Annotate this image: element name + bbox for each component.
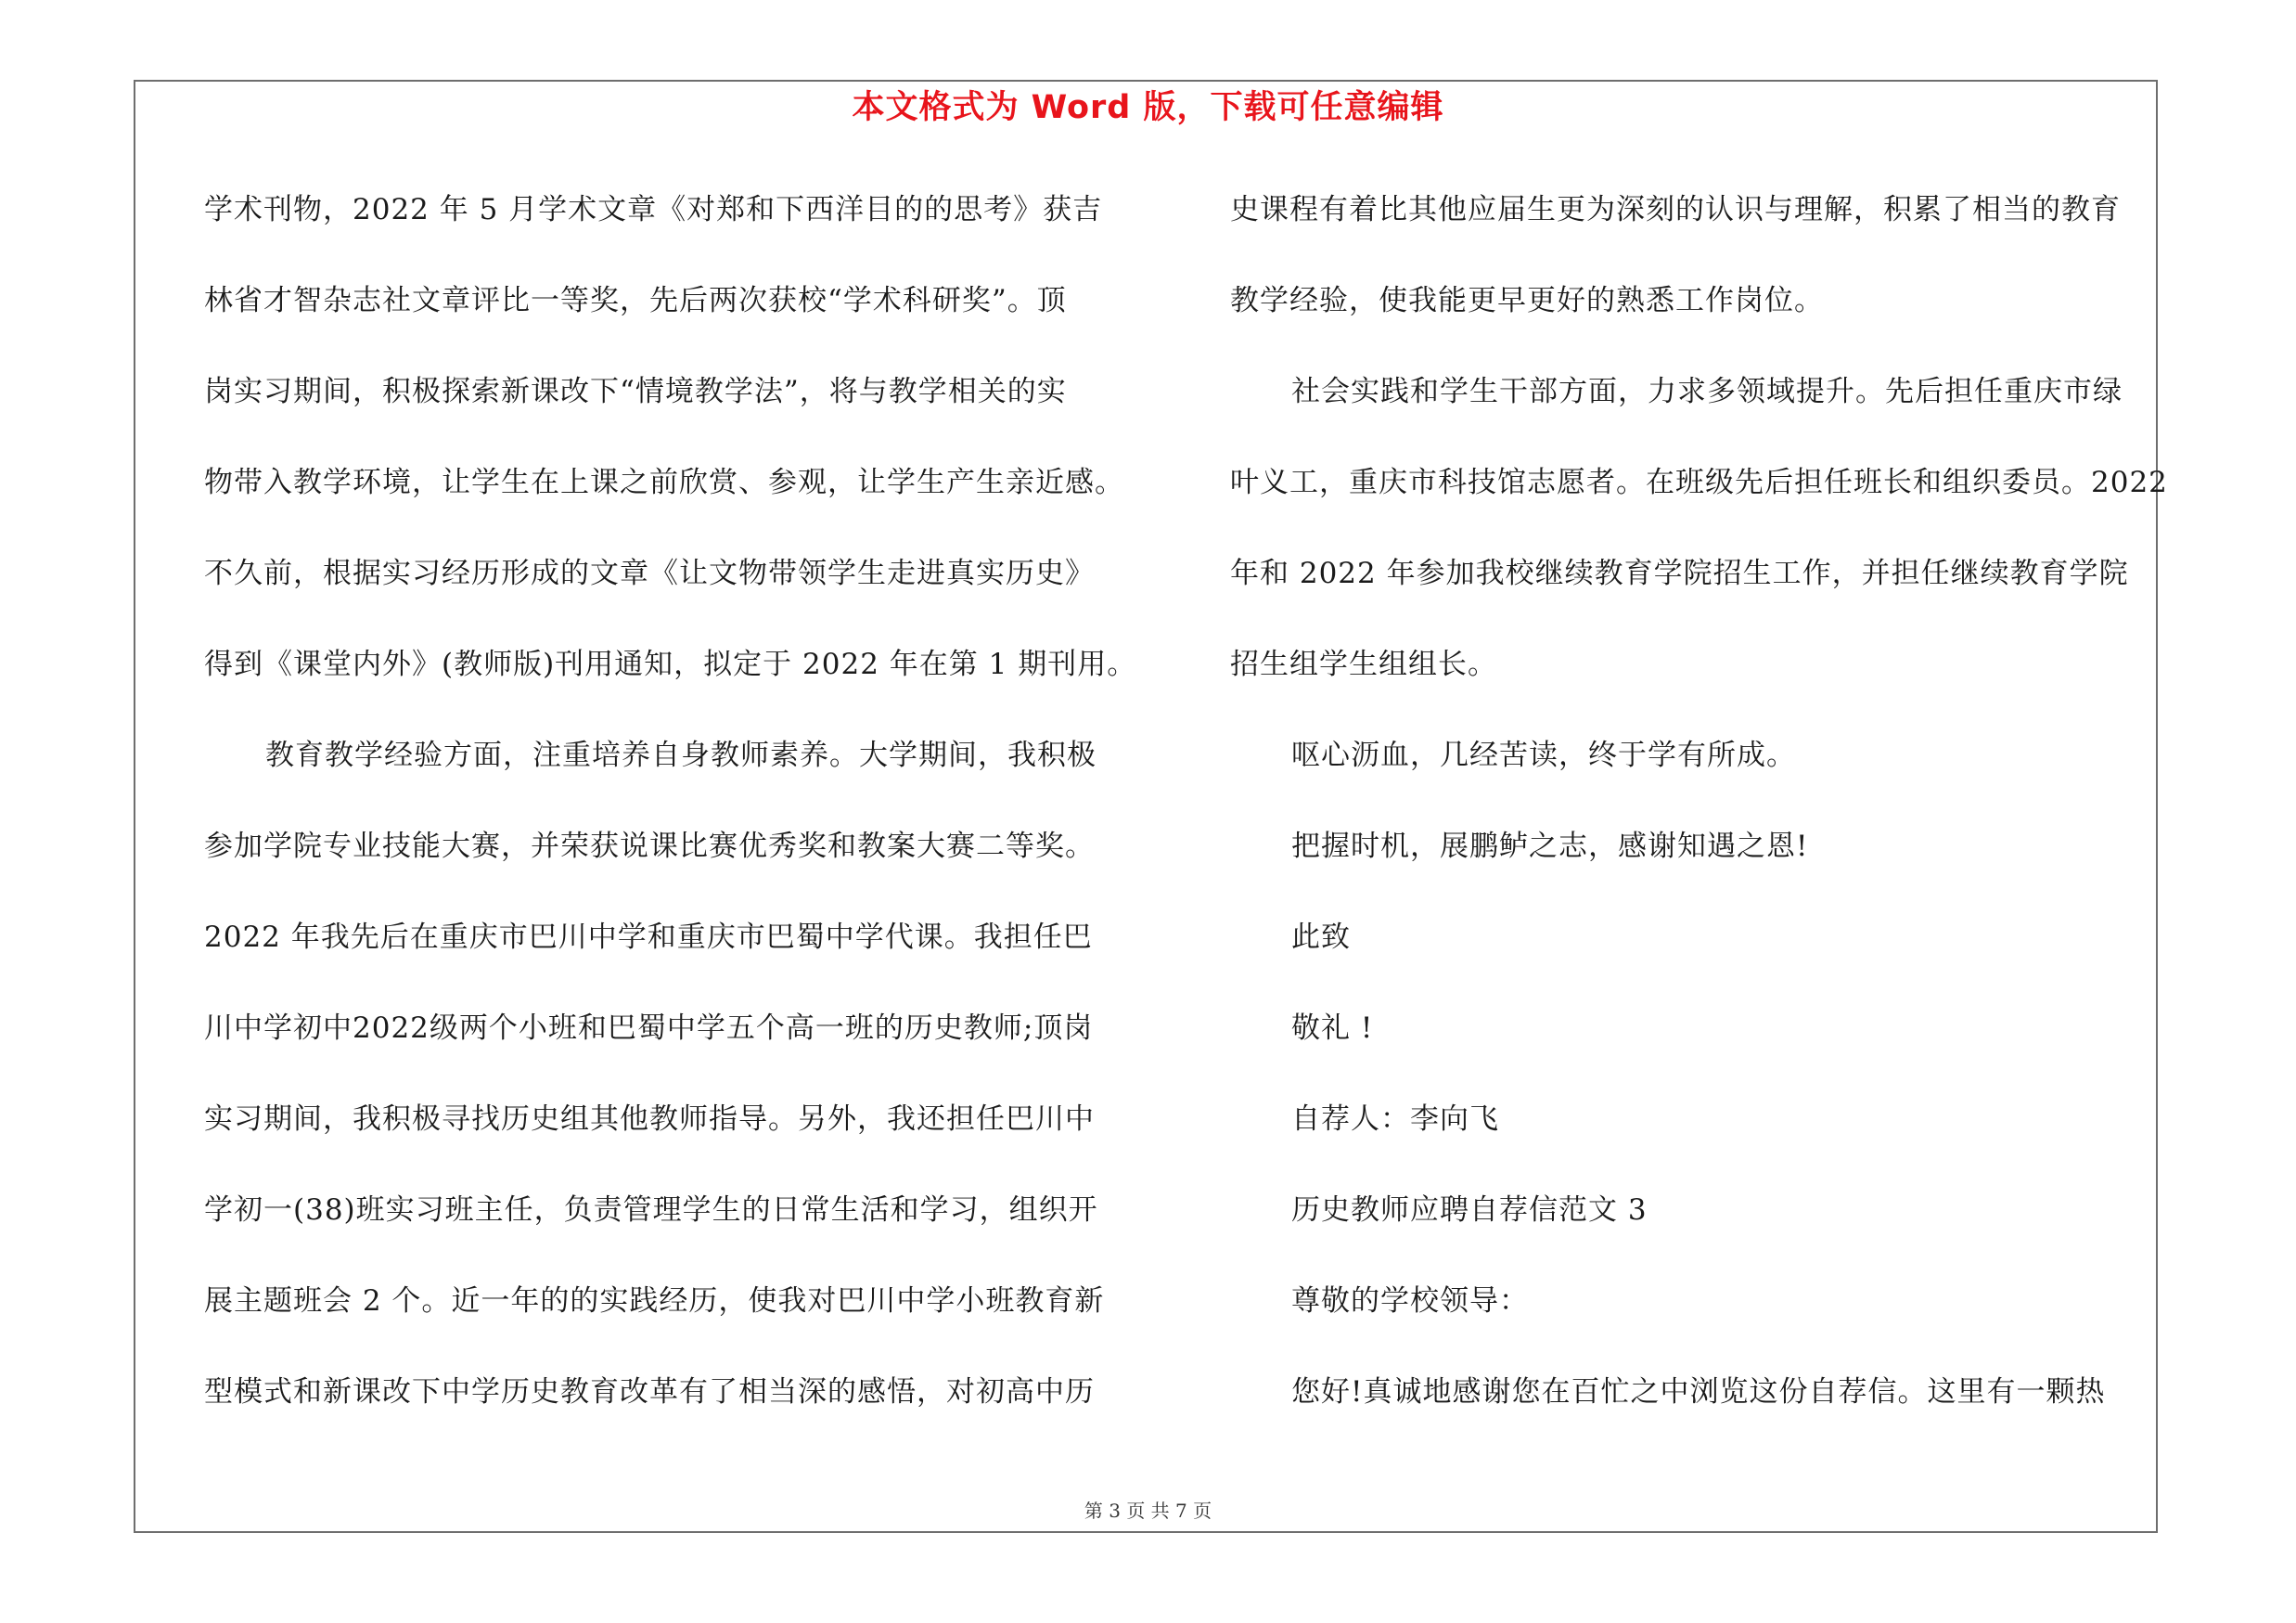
text-line: 2022 年我先后在重庆市巴川中学和重庆市巴蜀中学代课。我担任巴	[204, 921, 1093, 954]
text-line: 得到《课堂内外》(教师版)刊用通知，拟定于 2022 年在第 1 期刊用。	[204, 648, 1137, 681]
text-line: 把握时机，展鹏鲈之志，感谢知遇之恩!	[1291, 830, 1809, 863]
text-line: 川中学初中2022级两个小班和巴蜀中学五个高一班的历史教师;顶岗	[204, 1011, 1094, 1045]
page-number-footer: 第 3 页 共 7 页	[1084, 1500, 1212, 1522]
header-banner: 本文格式为 Word 版，下载可任意编辑	[852, 89, 1444, 126]
text-line: 自荐人：李向飞	[1291, 1102, 1499, 1136]
text-line: 教学经验，使我能更早更好的熟悉工作岗位。	[1230, 284, 1824, 317]
text-line: 物带入教学环境，让学生在上课之前欣赏、参观，让学生产生亲近感。	[204, 466, 1124, 499]
text-line: 招生组学生组组长。	[1230, 648, 1497, 681]
text-line: 叶义工，重庆市科技馆志愿者。在班级先后担任班长和组织委员。2022	[1230, 466, 2168, 499]
text-line: 尊敬的学校领导：	[1291, 1284, 1529, 1318]
left-column	[204, 179, 1150, 1452]
text-line: 您好!真诚地感谢您在百忙之中浏览这份自荐信。这里有一颗热	[1291, 1375, 2106, 1409]
text-line: 实习期间，我积极寻找历史组其他教师指导。另外，我还担任巴川中	[204, 1102, 1095, 1136]
right-column	[1230, 179, 2168, 1452]
text-line: 不久前，根据实习经历形成的文章《让文物带领学生走进真实历史》	[204, 557, 1095, 590]
text-line: 年和 2022 年参加我校继续教育学院招生工作，并担任继续教育学院	[1230, 557, 2129, 590]
text-line: 林省才智杂志社文章评比一等奖，先后两次获校“学术科研奖”。顶	[204, 284, 1067, 317]
text-line: 参加学院专业技能大赛，并荣获说课比赛优秀奖和教案大赛二等奖。	[204, 830, 1095, 863]
text-line: 教育教学经验方面，注重培养自身教师素养。大学期间，我积极	[265, 739, 1097, 772]
text-line: 史课程有着比其他应届生更为深刻的认识与理解，积累了相当的教育	[1230, 193, 2121, 226]
text-line: 敬礼 !	[1291, 1011, 1374, 1045]
text-line: 岗实习期间，积极探索新课改下“情境教学法”，将与教学相关的实	[204, 375, 1067, 408]
text-line: 历史教师应聘自荐信范文 3	[1291, 1193, 1648, 1227]
text-line: 此致	[1291, 921, 1351, 954]
text-line: 呕心沥血，几经苦读，终于学有所成。	[1291, 739, 1796, 772]
text-line: 学初一(38)班实习班主任，负责管理学生的日常生活和学习，组织开	[204, 1193, 1098, 1227]
text-line: 学术刊物，2022 年 5 月学术文章《对郑和下西洋目的的思考》获吉	[204, 193, 1103, 226]
text-line: 展主题班会 2 个。近一年的的实践经历，使我对巴川中学小班教育新	[204, 1284, 1105, 1318]
text-line: 社会实践和学生干部方面，力求多领域提升。先后担任重庆市绿	[1291, 375, 2123, 408]
text-line: 型模式和新课改下中学历史教育改革有了相当深的感悟，对初高中历	[204, 1375, 1095, 1409]
